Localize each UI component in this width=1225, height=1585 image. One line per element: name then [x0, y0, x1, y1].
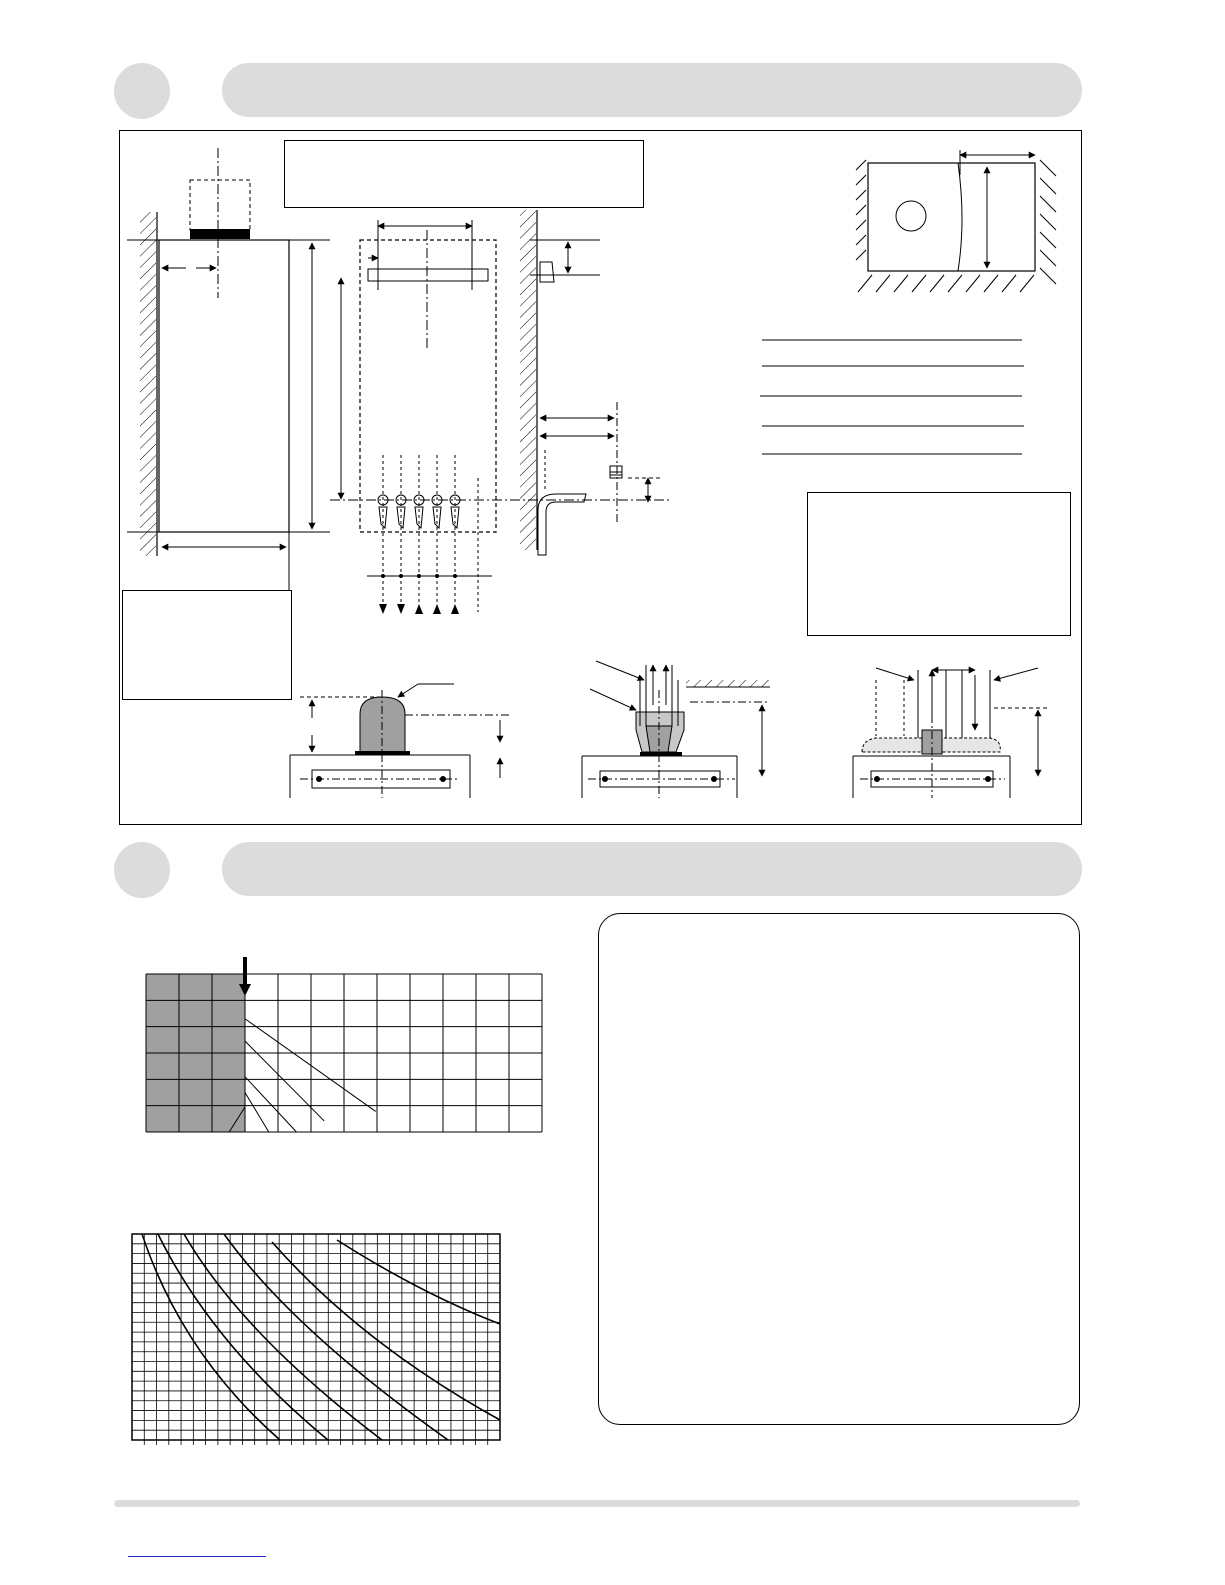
section-2-header — [222, 842, 1082, 896]
performance-curve — [184, 1234, 382, 1440]
lower-performance-chart — [130, 1232, 510, 1447]
detail-adaptor — [582, 661, 770, 798]
performance-curve — [158, 1234, 328, 1440]
footer-bar — [114, 1500, 1080, 1507]
right-wall — [520, 210, 660, 555]
left-wall — [140, 212, 157, 556]
flow-direction-arrows — [379, 604, 459, 614]
detail-cap — [290, 684, 510, 798]
detail-twin-pipe — [853, 668, 1050, 798]
info-panel — [598, 913, 1080, 1425]
connection-pipes — [367, 455, 492, 612]
upper-performance-chart — [140, 965, 560, 1145]
performance-curve — [142, 1234, 280, 1440]
footer-link[interactable] — [128, 1556, 266, 1557]
clearance-table — [760, 340, 1024, 454]
corner-clearance-plan — [856, 150, 1056, 292]
section-2-number-badge — [114, 842, 170, 898]
boiler-front-view — [330, 220, 670, 614]
